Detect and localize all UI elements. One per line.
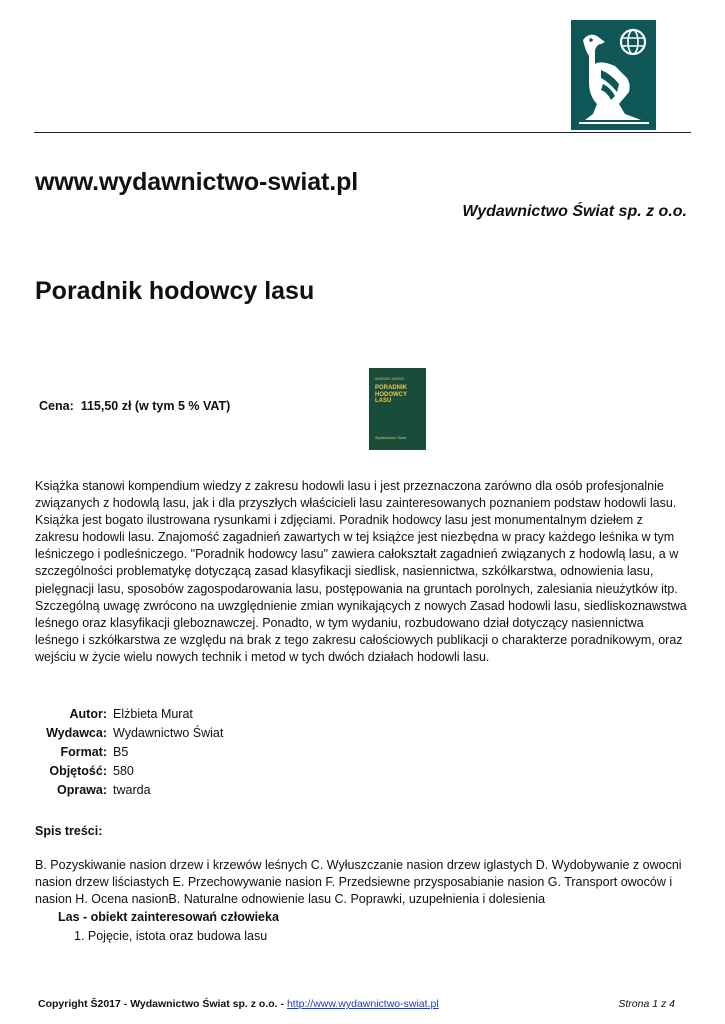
spec-value: Elżbieta Murat	[113, 706, 193, 721]
book-description: Książka stanowi kompendium wiedzy z zakresu hodowli lasu i jest przeznaczona zarówno dla osób profesjonalnie związanych z hodowlą lasu, jak i dla przyszłych właścicieli lasu zainteresowanych poznaniem podstaw hodowli lasu. Książka jest bogato ilustrowana rysunkami i zdjęciami. Poradnik hodowcy lasu jest monumentalnym dziełem z zakresu hodowli lasu. Znajomość zagadnień zawartych w tej książce jest niezbędna w pracy każdego leśnika w tym leśniczego i podleśniczego. "Poradnik hodowcy lasu" zawiera całokształt zagadnień związanych z hodowlą lasu, a w szczególności problematykę dotyczącą zasad klasyfikacji siedlisk, nasiennictwa, szkółkarstwa, odnowienia lasu, pielęgnacji lasu, sposobów zagospodarowania lasu, postępowania na gruntach porolnych, zalesiania nieużytków itp. Szczególną uwagę zwrócono na uwzględnienie zmian wynikających z nowych Zasad hodowli lasu, siedliskoznawstwa leśnego oraz klasyfikacji gleboznawczej. Ponadto, w tym wydaniu, rozbudowano dział dotyczący nasiennictwa leśnego i szkółkarstwa ze względu na brak z tego zakresu całościowych publikacji o charakterze poradnikowym, oraz wejściu w życie wielu nowych technik i metod w tych dwóch działach hodowli lasu.	[35, 479, 687, 664]
spec-row-author	[35, 704, 223, 723]
book-cover-image	[369, 368, 426, 450]
spec-label: Autor:	[69, 706, 107, 721]
spec-value: B5	[113, 744, 129, 759]
spec-label: Wydawca:	[46, 725, 107, 740]
cover-author: ANDRZEJ MURAT	[375, 377, 405, 381]
spec-row-pages	[35, 761, 223, 780]
copyright-text: Copyright Š2017 - Wydawnictwo Świat sp. z o.o. -	[38, 998, 287, 1010]
price-value: 115,50 zł (w tym 5 % VAT)	[80, 399, 231, 413]
page-footer	[38, 998, 675, 1014]
spec-label: Oprawa:	[56, 782, 107, 797]
footer-copyright	[38, 998, 439, 1010]
spec-value: 580	[113, 763, 134, 778]
spec-label: Objętość:	[49, 763, 107, 778]
spec-value: Wydawnictwo Świat	[113, 725, 224, 740]
toc-heading: Spis treści:	[35, 824, 103, 838]
site-url-heading: www.wydawnictwo-swiat.pl	[35, 168, 359, 196]
spec-label: Format:	[60, 744, 107, 759]
toc-section-title: Las - obiekt zainteresowań człowieka	[58, 910, 279, 924]
cover-title: PORADNIK HODOWCY LASU	[375, 385, 408, 404]
price	[39, 399, 230, 413]
header-divider	[34, 132, 691, 133]
page-number: Strona 1 z 4	[618, 998, 675, 1010]
spec-value: twarda	[113, 782, 151, 797]
book-title: Poradnik hodowcy lasu	[35, 277, 315, 305]
publisher-name: Wydawnictwo Świat sp. z o.o.	[462, 203, 687, 220]
toc-item: 1. Pojęcie, istota oraz budowa lasu	[74, 929, 268, 943]
cover-publisher-mark: Wydawnictwo Świat	[375, 436, 406, 440]
spec-row-binding	[35, 780, 223, 799]
spec-row-format	[35, 742, 223, 761]
eagle-globe-logo-icon	[571, 20, 656, 130]
spec-row-publisher	[35, 723, 223, 742]
toc-text: B. Pozyskiwanie nasion drzew i krzewów leśnych C. Wyłuszczanie nasion drzew iglastych D. Wydobywanie z owocni nasion drzew liściastych E. Przechowywanie nasion F. Przedsiewne przysposabianie nasion G. Transport owoców i nasion H. Ocena nasionB. Naturalne odnowienie lasu C. Poprawki, uzupełnienia i dolesienia	[35, 858, 682, 907]
footer-site-link[interactable]: http://www.wydawnictwo-swiat.pl	[286, 998, 439, 1010]
price-label: Cena:	[39, 399, 74, 413]
book-specs-table	[35, 704, 223, 799]
